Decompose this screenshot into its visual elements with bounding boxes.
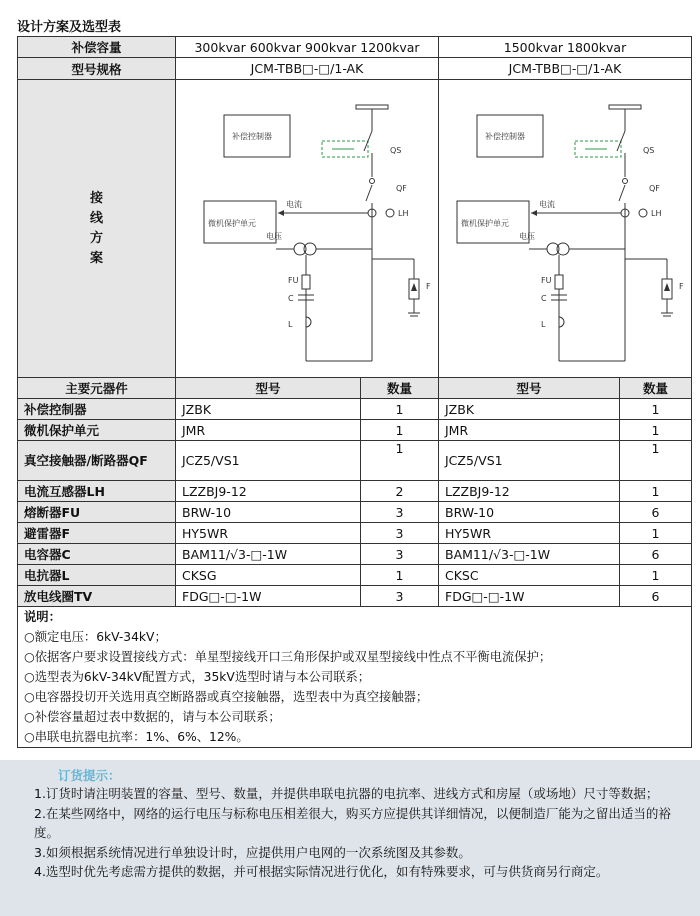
tips-title: 订货提示： — [58, 768, 121, 783]
qf-switch — [619, 185, 625, 201]
qf-label: QF — [649, 183, 660, 193]
component-name: 真空接触器/断路器QF — [18, 441, 176, 481]
capacity-b: 1500kvar 1800kvar — [439, 37, 692, 58]
c-label: C — [288, 293, 294, 303]
component-model-a: CKSG — [176, 565, 361, 586]
component-qty-b: 6 — [620, 586, 692, 607]
col-name-header: 主要元器件 — [18, 378, 176, 399]
qf-switch — [366, 185, 372, 201]
component-qty-a: 1 — [361, 420, 439, 441]
l-label: L — [541, 319, 546, 329]
component-row — [18, 523, 692, 544]
notes-list — [24, 627, 685, 747]
qf-label: QF — [396, 183, 407, 193]
current-label: 电流 — [539, 199, 555, 209]
wiring-diagram-b — [445, 81, 692, 377]
busbar — [356, 105, 388, 109]
current-label: 电流 — [286, 199, 302, 209]
model-row — [18, 58, 692, 80]
component-name: 避雷器F — [18, 523, 176, 544]
page-title: 设计方案及选型表 — [17, 20, 122, 35]
capacity-label: 补偿容量 — [18, 37, 176, 58]
component-qty-a: 3 — [361, 544, 439, 565]
busbar — [609, 105, 641, 109]
col-qty-a-header: 数量 — [361, 378, 439, 399]
f-label: F — [679, 281, 684, 291]
component-model-b: LZZBJ9-12 — [439, 481, 620, 502]
l-label: L — [288, 319, 293, 329]
current-arrow — [531, 210, 537, 216]
component-qty-a: 1 — [361, 399, 439, 420]
qf-contact — [370, 178, 375, 183]
col-model-a-header: 型号 — [176, 378, 361, 399]
component-name: 微机保护单元 — [18, 420, 176, 441]
component-qty-a: 3 — [361, 523, 439, 544]
note-item: ○电容器投切开关选用真空断路器或真空接触器，选型表中为真空接触器； — [24, 690, 429, 704]
component-qty-b: 1 — [620, 481, 692, 502]
tip-item: 1.订货时请注明装置的容量、型号、数量，并提供串联电抗器的电抗率、进线方式和房屋（或场地）尺寸等数据； — [34, 786, 659, 801]
component-qty-b: 1 — [620, 420, 692, 441]
component-row — [18, 399, 692, 420]
note-item: ○串联电抗器电抗率：1%、6%、12%。 — [24, 730, 249, 744]
component-model-a: JMR — [176, 420, 361, 441]
lh-label: LH — [398, 208, 409, 218]
notes-title: 说明： — [24, 610, 61, 624]
notes-row — [18, 607, 692, 748]
controller-label: 补偿控制器 — [485, 131, 525, 141]
order-tips — [0, 760, 700, 916]
component-model-b: JMR — [439, 420, 620, 441]
component-model-a: LZZBJ9-12 — [176, 481, 361, 502]
current-arrow — [278, 210, 284, 216]
component-row — [18, 481, 692, 502]
tip-item: 4.选型时优先考虑需方提供的数据，并可根据实际情况进行优化，如有特殊要求，可与供货商另行商定。 — [34, 864, 609, 879]
model-label: 型号规格 — [18, 58, 176, 80]
wiring-label: 接线方案 — [89, 190, 103, 266]
component-row — [18, 441, 692, 481]
component-qty-b: 1 — [620, 523, 692, 544]
component-qty-a: 1 — [361, 441, 439, 481]
model-a: JCM-TBB□-□/1-AK — [176, 58, 439, 80]
lh-label: LH — [651, 208, 662, 218]
tip-item: 2.在某些网络中，网络的运行电压与标称电压相差很大，购买方应提供其详细情况，以便制造厂能为之留出适当的裕度。 — [34, 805, 671, 840]
fu-label: FU — [541, 275, 552, 285]
component-name: 补偿控制器 — [18, 399, 176, 420]
protection-label: 微机保护单元 — [461, 218, 509, 228]
wiring-row — [18, 80, 692, 378]
component-name: 熔断器FU — [18, 502, 176, 523]
components-body — [18, 399, 692, 607]
wiring-label-cell — [18, 80, 176, 378]
component-row — [18, 420, 692, 441]
wiring-diagram-a-cell — [176, 80, 439, 378]
component-model-b: JCZ5/VS1 — [439, 441, 620, 481]
component-qty-a: 2 — [361, 481, 439, 502]
fu-label: FU — [288, 275, 299, 285]
component-model-a: HY5WR — [176, 523, 361, 544]
controller-label: 补偿控制器 — [232, 131, 272, 141]
component-model-a: BAM11/√3-□-1W — [176, 544, 361, 565]
protection-label: 微机保护单元 — [208, 218, 256, 228]
note-item: ○选型表为6kV-34kV配置方式，35kV选型时请与本公司联系； — [24, 670, 371, 684]
fuse — [302, 275, 310, 289]
note-item: ○依据客户要求设置接线方式：单星型接线开口三角形保护或双星型接线中性点不平衡电流保护； — [24, 650, 552, 664]
component-row — [18, 565, 692, 586]
voltage-label: 电压 — [519, 231, 535, 241]
component-qty-b: 1 — [620, 441, 692, 481]
component-qty-b: 1 — [620, 399, 692, 420]
note-item: ○补偿容量超过表中数据的，请与本公司联系； — [24, 710, 281, 724]
components-header-row — [18, 378, 692, 399]
qs-label: QS — [643, 145, 655, 155]
wiring-diagram-a — [182, 81, 439, 377]
voltage-label: 电压 — [266, 231, 282, 241]
component-row — [18, 544, 692, 565]
component-name: 电流互感器LH — [18, 481, 176, 502]
component-model-b: BRW-10 — [439, 502, 620, 523]
capacity-a: 300kvar 600kvar 900kvar 1200kvar — [176, 37, 439, 58]
component-model-b: FDG□-□-1W — [439, 586, 620, 607]
tip-item: 3.如须根据系统情况进行单独设计时，应提供用户电网的一次系统图及其参数。 — [34, 844, 471, 860]
component-name: 放电线圈TV — [18, 586, 176, 607]
component-model-a: JCZ5/VS1 — [176, 441, 361, 481]
reactor — [559, 317, 564, 327]
col-qty-b-header: 数量 — [620, 378, 692, 399]
selection-table — [17, 36, 692, 748]
component-qty-b: 6 — [620, 502, 692, 523]
qs-label: QS — [390, 145, 402, 155]
reactor — [306, 317, 311, 327]
model-b: JCM-TBB□-□/1-AK — [439, 58, 692, 80]
component-name: 电容器C — [18, 544, 176, 565]
component-model-a: JZBK — [176, 399, 361, 420]
wiring-diagram-b-cell — [439, 80, 692, 378]
tips-list — [34, 784, 674, 882]
component-qty-a: 3 — [361, 586, 439, 607]
component-qty-b: 1 — [620, 565, 692, 586]
component-row — [18, 502, 692, 523]
component-model-b: HY5WR — [439, 523, 620, 544]
component-model-b: CKSC — [439, 565, 620, 586]
lh-ct-2 — [639, 209, 647, 217]
note-item: ○额定电压：6kV-34kV； — [24, 630, 167, 644]
col-model-b-header: 型号 — [439, 378, 620, 399]
component-name: 电抗器L — [18, 565, 176, 586]
component-model-b: JZBK — [439, 399, 620, 420]
qf-contact — [623, 178, 628, 183]
capacity-row — [18, 37, 692, 58]
f-label: F — [426, 281, 431, 291]
fuse — [555, 275, 563, 289]
c-label: C — [541, 293, 547, 303]
component-qty-b: 6 — [620, 544, 692, 565]
component-qty-a: 1 — [361, 565, 439, 586]
component-row — [18, 586, 692, 607]
lh-ct-2 — [386, 209, 394, 217]
component-model-a: BRW-10 — [176, 502, 361, 523]
component-model-a: FDG□-□-1W — [176, 586, 361, 607]
notes-cell — [18, 607, 692, 748]
component-qty-a: 3 — [361, 502, 439, 523]
component-model-b: BAM11/√3-□-1W — [439, 544, 620, 565]
